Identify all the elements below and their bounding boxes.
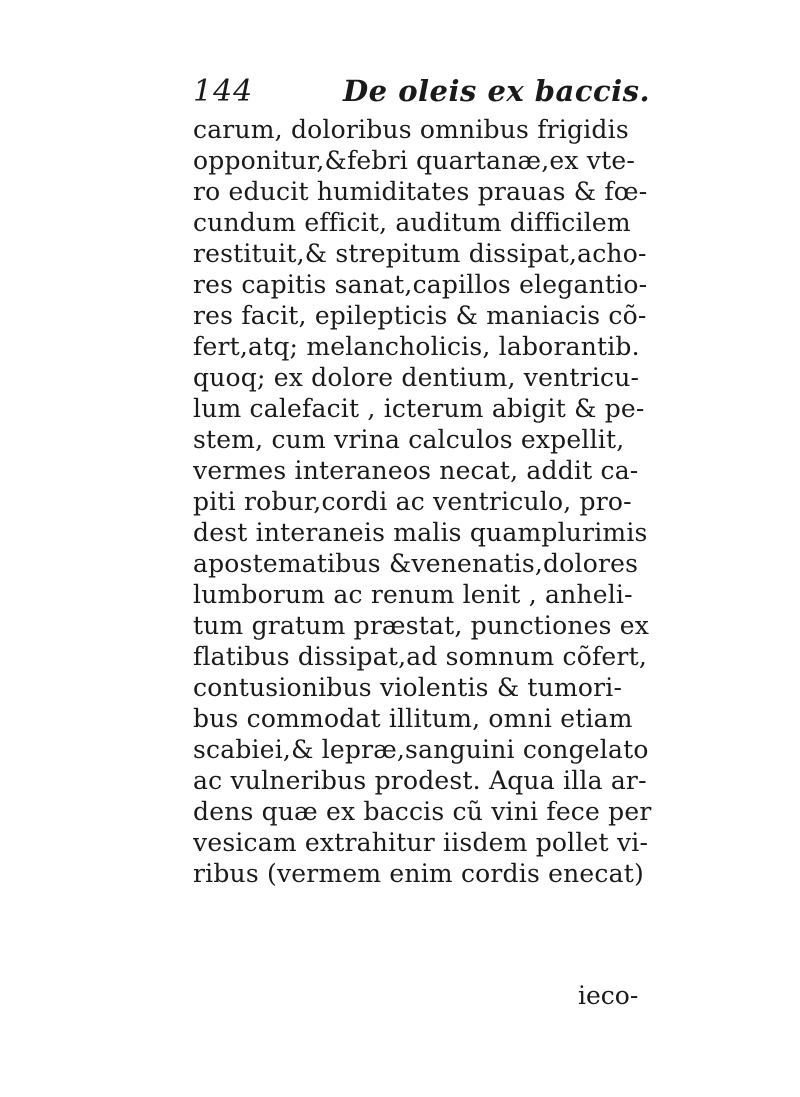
text-line: ac vulneribus prodest. Aqua illa ar- — [193, 766, 647, 795]
text-line: ribus (vermem enim cordis enecat) — [193, 859, 644, 888]
text-line: lum calefacit , icterum abigit & pe- — [193, 394, 645, 423]
text-line: stem, cum vrina calculos expellit, — [193, 425, 625, 454]
text-line: tum gratum præstat, punctiones ex — [193, 611, 650, 640]
text-line: contusionibus violentis & tumori- — [193, 673, 623, 702]
text-line: bus commodat illitum, omni etiam — [193, 704, 633, 733]
text-line: apostematibus &venenatis,dolores — [193, 549, 639, 578]
catchword: ieco- — [578, 981, 639, 1010]
text-line: vermes interaneos necat, addit ca- — [193, 456, 639, 485]
page-number: 144 — [193, 74, 254, 109]
text-line: quoq; ex dolore dentium, ventricu- — [193, 363, 640, 392]
text-line: ro educit humiditates prauas & fœ- — [193, 177, 648, 206]
text-line: restituit,& strepitum dissipat,acho- — [193, 239, 647, 268]
text-line: flatibus dissipat,ad somnum cõfert, — [193, 642, 647, 671]
text-line: vesicam extrahitur iisdem pollet vi- — [193, 828, 649, 857]
text-line: dest interaneis malis quamplurimis — [193, 518, 648, 547]
text-line: lumborum ac renum lenit , anheli- — [193, 580, 633, 609]
text-line: cundum efficit, auditum difficilem — [193, 208, 631, 237]
page-header — [193, 74, 653, 114]
text-line: opponitur,&febri quartanæ,ex vte- — [193, 146, 636, 175]
text-line: piti robur,cordi ac ventriculo, pro- — [193, 487, 632, 516]
text-line: carum, doloribus omnibus frigidis — [193, 115, 629, 144]
running-head: De oleis ex baccis. — [343, 74, 651, 108]
text-line: dens quæ ex baccis cũ vini fece per — [193, 797, 652, 826]
text-line: res facit, epilepticis & maniacis cõ- — [193, 301, 647, 330]
text-line: res capitis sanat,capillos elegantio- — [193, 270, 648, 299]
body-text — [193, 114, 653, 889]
text-line: fert,atq; melancholicis, laborantib. — [193, 332, 640, 361]
text-line: scabiei,& lepræ,sanguini congelato — [193, 735, 649, 764]
